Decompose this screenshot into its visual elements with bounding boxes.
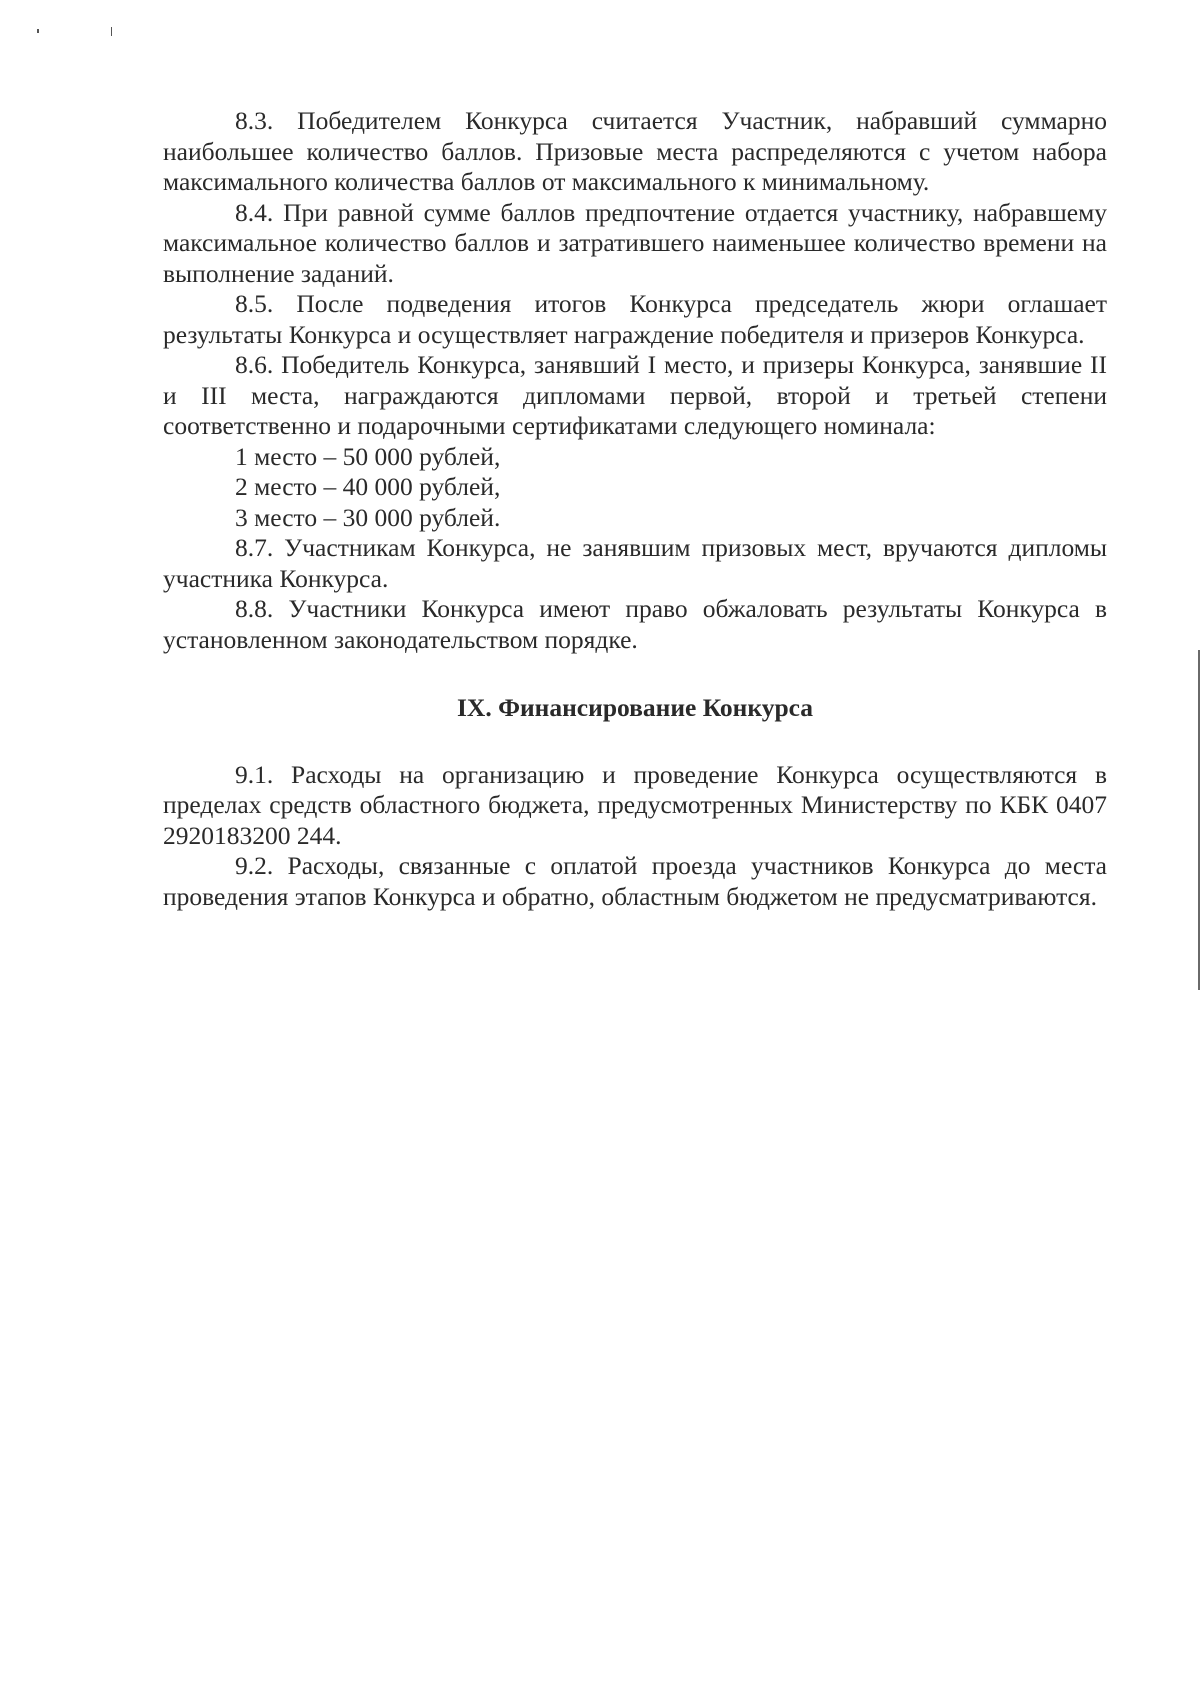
- paragraph-8-3: 8.3. Победителем Конкурса считается Участник, набравший суммарно наибольшее количество баллов. Призовые места распределяются с учетом набора максимального количества баллов от максимального к минимальному.: [163, 106, 1107, 196]
- scan-speck: [111, 27, 112, 36]
- paragraph-8-5: 8.5. После подведения итогов Конкурса председатель жюри оглашает результаты Конкурса и осуществляет награждение победителя и призеров Конкурса.: [163, 289, 1107, 349]
- prize-line-3: 3 место – 30 000 рублей.: [235, 502, 501, 532]
- paragraph-9-2: 9.2. Расходы, связанные с оплатой проезда участников Конкурса до места проведения этапов Конкурса и обратно, областным бюджетом не предусматриваются.: [163, 851, 1107, 911]
- paragraph-8-8: 8.8. Участники Конкурса имеют право обжаловать результаты Конкурса в установленном законодательством порядке.: [163, 594, 1107, 654]
- prize-line-1: 1 место – 50 000 рублей,: [235, 441, 501, 471]
- paragraph-8-4: 8.4. При равной сумме баллов предпочтение отдается участнику, набравшему максимальное количество баллов и затратившего наименьшее количество времени на выполнение заданий.: [163, 197, 1107, 288]
- scan-speck: [37, 29, 39, 33]
- section-title: IX. Финансирование Конкурса: [456, 693, 814, 722]
- paragraph-8-6: 8.6. Победитель Конкурса, занявший I место, и призеры Конкурса, занявшие II и III места, награждаются дипломами первой, второй и третьей степени соответственно и подарочными сертификатами следующего номинала:: [163, 350, 1107, 440]
- paragraph-8-7: 8.7. Участникам Конкурса, не занявшим призовых мест, вручаются дипломы участника Конкурса.: [163, 533, 1107, 593]
- document-body: [163, 106, 1107, 912]
- paragraph-9-1: 9.1. Расходы на организацию и проведение Конкурса осуществляются в пределах средств областного бюджета, предусмотренных Министерству по КБК 0407 2920183200 244.: [163, 759, 1107, 850]
- prize-line-2: 2 место – 40 000 рублей,: [235, 472, 501, 501]
